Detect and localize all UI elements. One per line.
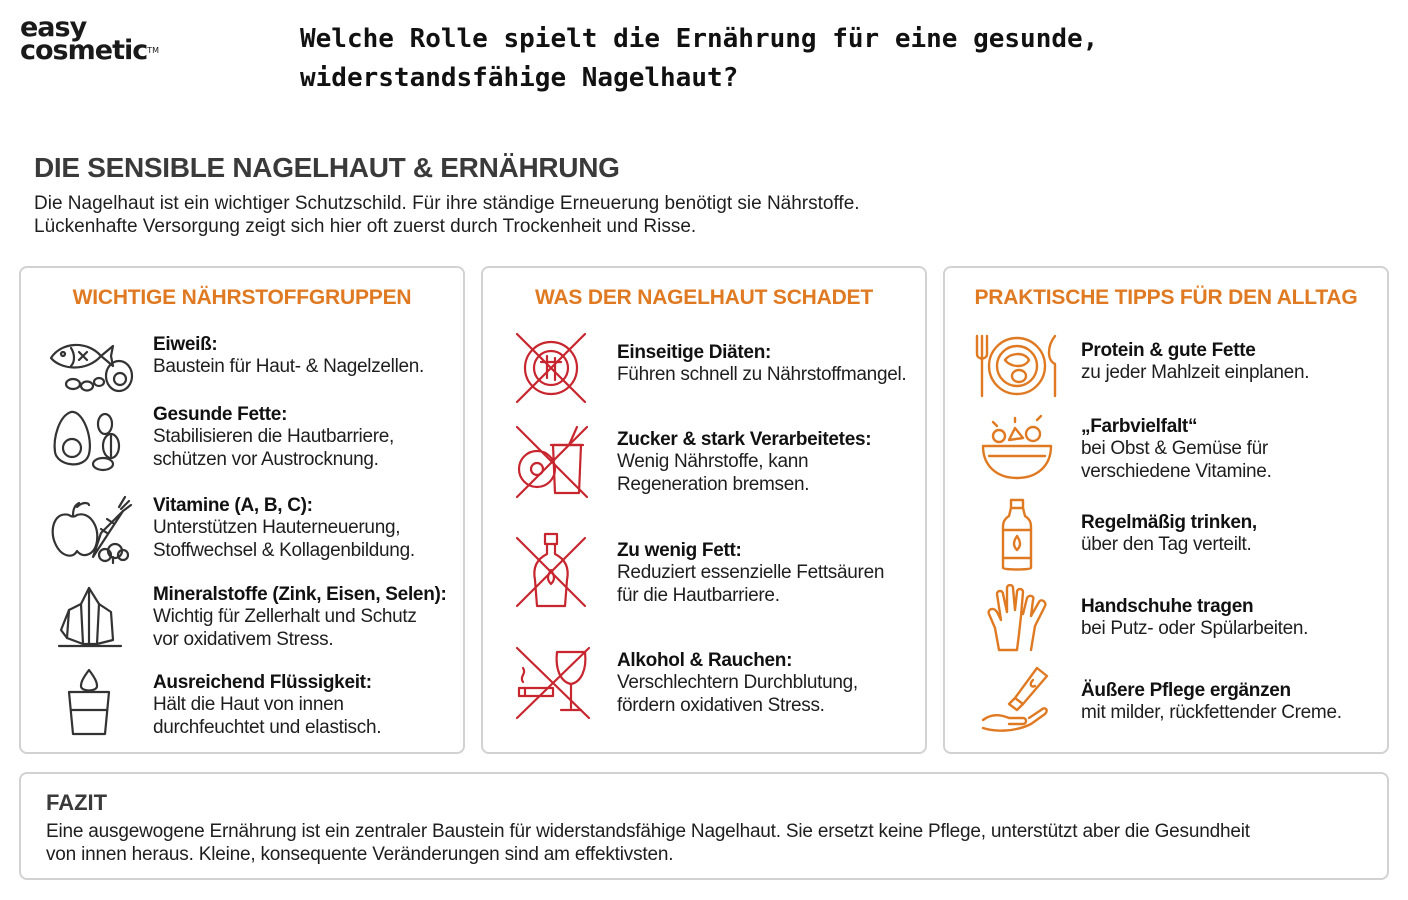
brand-logo[interactable] [20, 12, 160, 66]
cream-hand-icon [979, 662, 1051, 734]
item-desc-line: bei Obst & Gemüse für [1081, 438, 1268, 459]
fruit-vegetables-icon [49, 493, 133, 565]
page-question-title: Welche Rolle spielt die Ernährung für eine gesunde, widerstandsfähige Nagelhaut? [300, 24, 1099, 93]
logo-word-easy: easy [20, 12, 87, 43]
fish-egg-icon [43, 332, 135, 394]
conclusion-line: Eine ausgewogene Ernährung ist ein zentraler Baustein für widerstandsfähige Nagelhaut. Sie ersetzt keine Pflege, unterstützt aber die Gesundheit [46, 821, 1250, 842]
item-desc [153, 606, 417, 651]
conclusion-box [19, 772, 1389, 880]
item-title: Vitamine (A, B, C): [153, 495, 313, 516]
item-desc [1081, 362, 1309, 385]
item-desc [153, 694, 381, 739]
water-bottle-icon [999, 496, 1035, 574]
crystal-icon [55, 584, 125, 654]
item-desc-line: bei Putz- oder Spülarbeiten. [1081, 618, 1309, 639]
intro-line: Lückenhafte Versorgung zeigt sich hier oft zuerst durch Trockenheit und Risse. [34, 216, 697, 237]
water-glass-icon [65, 666, 113, 738]
item-title: Ausreichend Flüssigkeit: [153, 672, 372, 693]
item-desc-line: schützen vor Austrocknung. [153, 448, 379, 470]
item-title: Alkohol & Rauchen: [617, 650, 793, 671]
salad-bowl-icon [979, 412, 1055, 482]
item-desc [153, 426, 394, 471]
card-title: WAS DER NAGELHAUT SCHADET [534, 286, 873, 309]
item-desc-line: fördern oxidativen Stress. [617, 694, 825, 716]
conclusion-line: von innen heraus. Kleine, konsequente Veränderungen sind am effektivsten. [46, 844, 674, 865]
logo-trademark: TM [147, 46, 160, 55]
item-title: „Farbvielfalt“ [1081, 416, 1198, 437]
item-title: Gesunde Fette: [153, 404, 288, 425]
item-desc-line: Stoffwechsel & Kollagenbildung. [153, 539, 415, 561]
item-desc-line: Wenig Nährstoffe, kann [617, 451, 809, 472]
gloves-icon [985, 584, 1049, 656]
item-desc [617, 451, 809, 496]
item-desc [1081, 438, 1272, 483]
item-desc-line: durchfeuchtet und elastisch. [153, 716, 382, 738]
item-title: Handschuhe tragen [1081, 596, 1254, 617]
plate-cutlery-icon [971, 332, 1063, 400]
crossed-alcohol-smoking-icon [513, 644, 593, 720]
item-desc-line: Verschlechtern Durchblutung, [617, 672, 858, 693]
card-nutrient-groups [19, 266, 465, 754]
conclusion-text [46, 820, 1366, 866]
crossed-diet-icon [513, 330, 589, 406]
item-desc-line: Reduziert essenzielle Fettsäuren [617, 562, 885, 583]
item-desc-line: verschiedene Vitamine. [1081, 460, 1272, 482]
crossed-oil-icon [513, 530, 589, 610]
item-desc-line: zu jeder Mahlzeit einplanen. [1081, 362, 1310, 383]
item-title: Regelmäßig trinken, [1081, 512, 1257, 533]
item-desc-line: mit milder, rückfettender Creme. [1081, 702, 1342, 723]
item-desc [617, 562, 884, 607]
crossed-sugar-icon [513, 423, 593, 499]
item-title: Zucker & stark Verarbeitetes: [617, 429, 872, 450]
item-desc-line: Unterstützen Hauterneuerung, [153, 517, 401, 538]
item-desc [1081, 534, 1252, 557]
card-title: WICHTIGE NÄHRSTOFFGRUPPEN [72, 286, 412, 309]
item-desc [1081, 618, 1308, 641]
item-desc [153, 517, 415, 562]
item-desc-line: für die Hautbarriere. [617, 584, 780, 606]
card-title: PRAKTISCHE TIPPS FÜR DEN ALLTAG [974, 286, 1358, 309]
item-desc [617, 364, 906, 387]
item-title: Äußere Pflege ergänzen [1081, 680, 1291, 701]
item-title: Mineralstoffe (Zink, Eisen, Selen): [153, 584, 447, 605]
item-desc-line: vor oxidativem Stress. [153, 628, 334, 650]
logo-word-cosmetic: cosmetic [20, 35, 148, 66]
item-desc-line: Regeneration bremsen. [617, 473, 810, 495]
item-title: Eiweiß: [153, 334, 218, 355]
item-desc-line: Wichtig für Zellerhalt und Schutz [153, 606, 417, 627]
item-title: Protein & gute Fette [1081, 340, 1256, 361]
item-desc-line: Baustein für Haut- & Nagelzellen. [153, 356, 425, 377]
card-harmful-factors [481, 266, 927, 754]
intro-text [34, 192, 1134, 238]
card-practical-tips [943, 266, 1389, 754]
item-desc [617, 672, 858, 717]
item-desc-line: Stabilisieren die Hautbarriere, [153, 426, 394, 447]
item-desc [153, 356, 424, 379]
item-title: Zu wenig Fett: [617, 540, 742, 561]
item-desc [1081, 702, 1342, 725]
item-desc-line: über den Tag verteilt. [1081, 534, 1252, 555]
item-desc-line: Hält die Haut von innen [153, 694, 344, 715]
avocado-nuts-icon [49, 408, 129, 474]
conclusion-title: FAZIT [46, 790, 108, 815]
intro-heading: DIE SENSIBLE NAGELHAUT & ERNÄHRUNG [34, 152, 620, 183]
item-desc-line: Führen schnell zu Nährstoffmangel. [617, 364, 907, 385]
intro-line: Die Nagelhaut ist ein wichtiger Schutzschild. Für ihre ständige Erneuerung benötigt sie Nährstoffe. [34, 193, 860, 214]
item-title: Einseitige Diäten: [617, 342, 772, 363]
